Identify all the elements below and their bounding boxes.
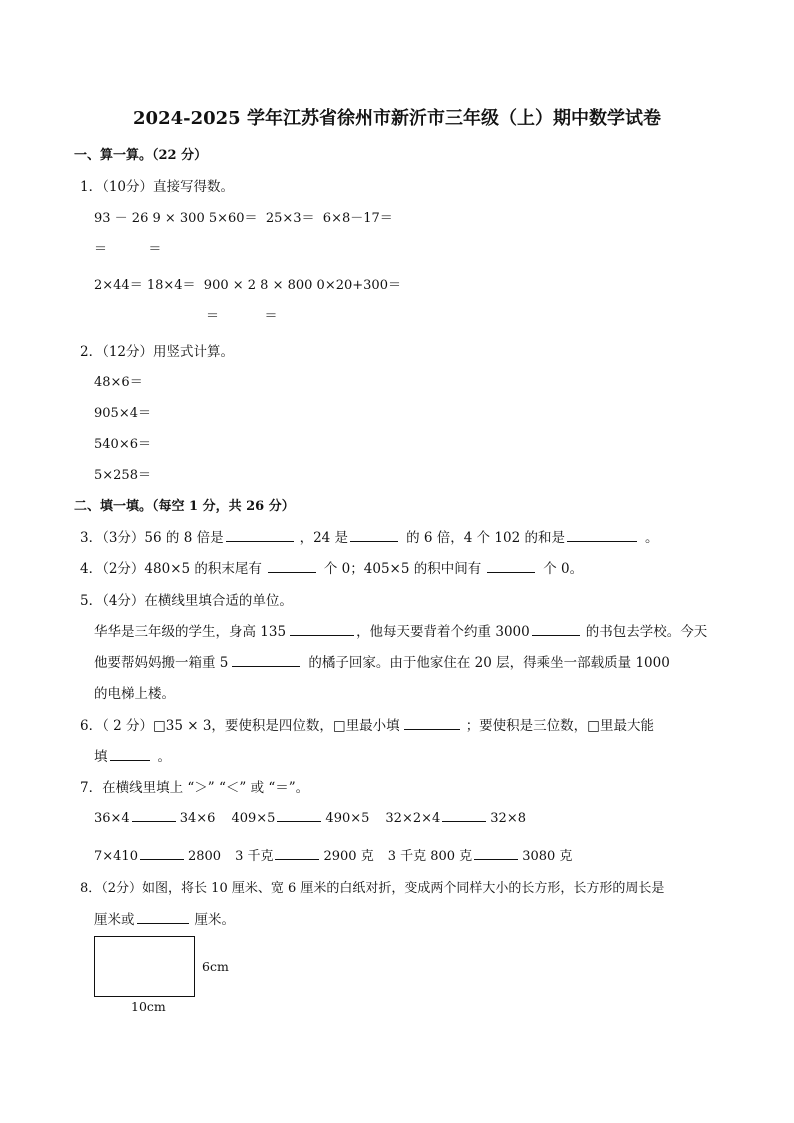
- q3-text-3: 的 6 倍，4 个 102 的和是: [406, 530, 565, 546]
- width-label: 6cm: [202, 959, 229, 974]
- q4-blank-2[interactable]: [487, 560, 535, 573]
- q3-line: [80, 526, 658, 546]
- section-2-heading: 二、填一填。（每空 1 分，共 26 分）: [74, 499, 295, 514]
- q3-text-2: ，24 是: [299, 530, 349, 546]
- q3-blank-1[interactable]: [226, 529, 294, 542]
- q3-text-1: 3．（3分）56 的 8 倍是: [80, 530, 224, 546]
- q6-line-1: [80, 714, 654, 734]
- paper-rectangle-figure: [94, 936, 195, 997]
- q3-text-4: 。: [644, 530, 659, 546]
- q7-expr: 3 千克: [235, 849, 274, 864]
- q1-row-1-equals: ＝ ＝: [94, 242, 162, 257]
- q7-expr: 34×6: [179, 811, 216, 826]
- q2-item: 905×4＝: [94, 406, 151, 421]
- q5-text-2a: 他要帮妈妈搬一箱重 5: [94, 655, 229, 671]
- q7-heading: 7．在横线里填上 “＞” “＜” 或 “＝”。: [80, 780, 310, 796]
- q5-blank-1[interactable]: [290, 623, 354, 636]
- q6-text-l2a: 填: [94, 749, 108, 765]
- q7-blank[interactable]: [140, 847, 184, 860]
- q4-text-1: 4．（2分）480×5 的积末尾有: [80, 561, 262, 577]
- q1-row-2: 2×44＝ 18×4＝ 900 × 2 8 × 800 0×20+300＝: [94, 278, 401, 293]
- q7-expr: 2800: [187, 849, 222, 864]
- q7-row-2: [94, 845, 572, 864]
- q7-expr: 3080 克: [522, 849, 573, 864]
- q6-text-l2b: 。: [157, 749, 171, 765]
- q1-row-1: 93 － 26 9 × 300 5×60＝ 25×3＝ 6×8－17＝: [94, 211, 393, 226]
- q7-blank[interactable]: [442, 809, 486, 822]
- q4-blank-1[interactable]: [268, 560, 316, 573]
- q8-heading: 8．（2分）如图，将长 10 厘米、宽 6 厘米的白纸对折，变成两个同样大小的长方形，长方形的周长是: [80, 881, 665, 896]
- q5-text-1c: 的书包去学校。今天: [585, 624, 708, 640]
- q7-blank[interactable]: [474, 847, 518, 860]
- q7-row-1: [94, 809, 526, 826]
- q7-blank[interactable]: [275, 847, 319, 860]
- exam-title: 2024-2025 学年江苏省徐州市新沂市三年级（上）期中数学试卷: [133, 108, 661, 129]
- q7-expr: 32×8: [490, 811, 526, 826]
- q4-text-2: 个 0；405×5 的积中间有: [323, 561, 482, 577]
- q1-heading: 1．（10分）直接写得数。: [80, 179, 235, 195]
- q7-expr: 36×4: [94, 811, 130, 826]
- q8-line-2: [94, 908, 235, 928]
- q6-line-2: [94, 745, 171, 765]
- q5-text-1a: 华华是三年级的学生，身高 135: [94, 624, 287, 640]
- q2-item: 48×6＝: [94, 375, 143, 390]
- q5-line-1: [94, 620, 707, 640]
- q5-line-3: 的电梯上楼。: [94, 686, 175, 702]
- q7-blank[interactable]: [277, 809, 321, 822]
- q4-line: [80, 557, 583, 577]
- q4-text-3: 个 0。: [543, 561, 584, 577]
- q8-text-l2a: 厘米或: [94, 912, 135, 928]
- length-label: 10cm: [131, 999, 166, 1014]
- q6-blank-1[interactable]: [404, 717, 460, 730]
- q5-text-2b: 的橘子回家。由于他家住在 20 层，得乘坐一部载质量 1000: [308, 655, 670, 671]
- q1-row-2-equals: ＝ ＝: [206, 309, 278, 324]
- q6-text-1: 6．（ 2 分）□35 × 3，要使积是四位数，□里最小填: [80, 718, 400, 734]
- q6-blank-2[interactable]: [110, 748, 150, 761]
- q5-blank-3[interactable]: [232, 654, 300, 667]
- q3-blank-2[interactable]: [350, 529, 398, 542]
- q7-expr: 409×5: [231, 811, 276, 826]
- q7-expr: 490×5: [325, 811, 370, 826]
- section-1-heading: 一、算一算。（22 分）: [74, 148, 208, 163]
- q5-heading: 5．（4分）在横线里填合适的单位。: [80, 593, 293, 609]
- q3-blank-3[interactable]: [567, 529, 637, 542]
- q7-expr: 7×410: [94, 849, 138, 864]
- q5-blank-2[interactable]: [532, 623, 580, 636]
- q7-expr: 2900 克: [323, 849, 374, 864]
- q5-line-2: [94, 651, 670, 671]
- q2-item: 540×6＝: [94, 437, 151, 452]
- q6-text-2: ；要使积是三位数，□里最大能: [465, 718, 654, 734]
- q7-blank[interactable]: [132, 809, 176, 822]
- q8-blank[interactable]: [137, 911, 189, 924]
- q7-expr: 3 千克 800 克: [387, 849, 473, 864]
- q8-text-l2b: 厘米。: [194, 912, 235, 928]
- q2-item: 5×258＝: [94, 468, 151, 483]
- q7-expr: 32×2×4: [385, 811, 441, 826]
- q5-text-1b: ，他每天要背着个约重 3000: [356, 624, 530, 640]
- q2-heading: 2．（12分）用竖式计算。: [80, 344, 235, 360]
